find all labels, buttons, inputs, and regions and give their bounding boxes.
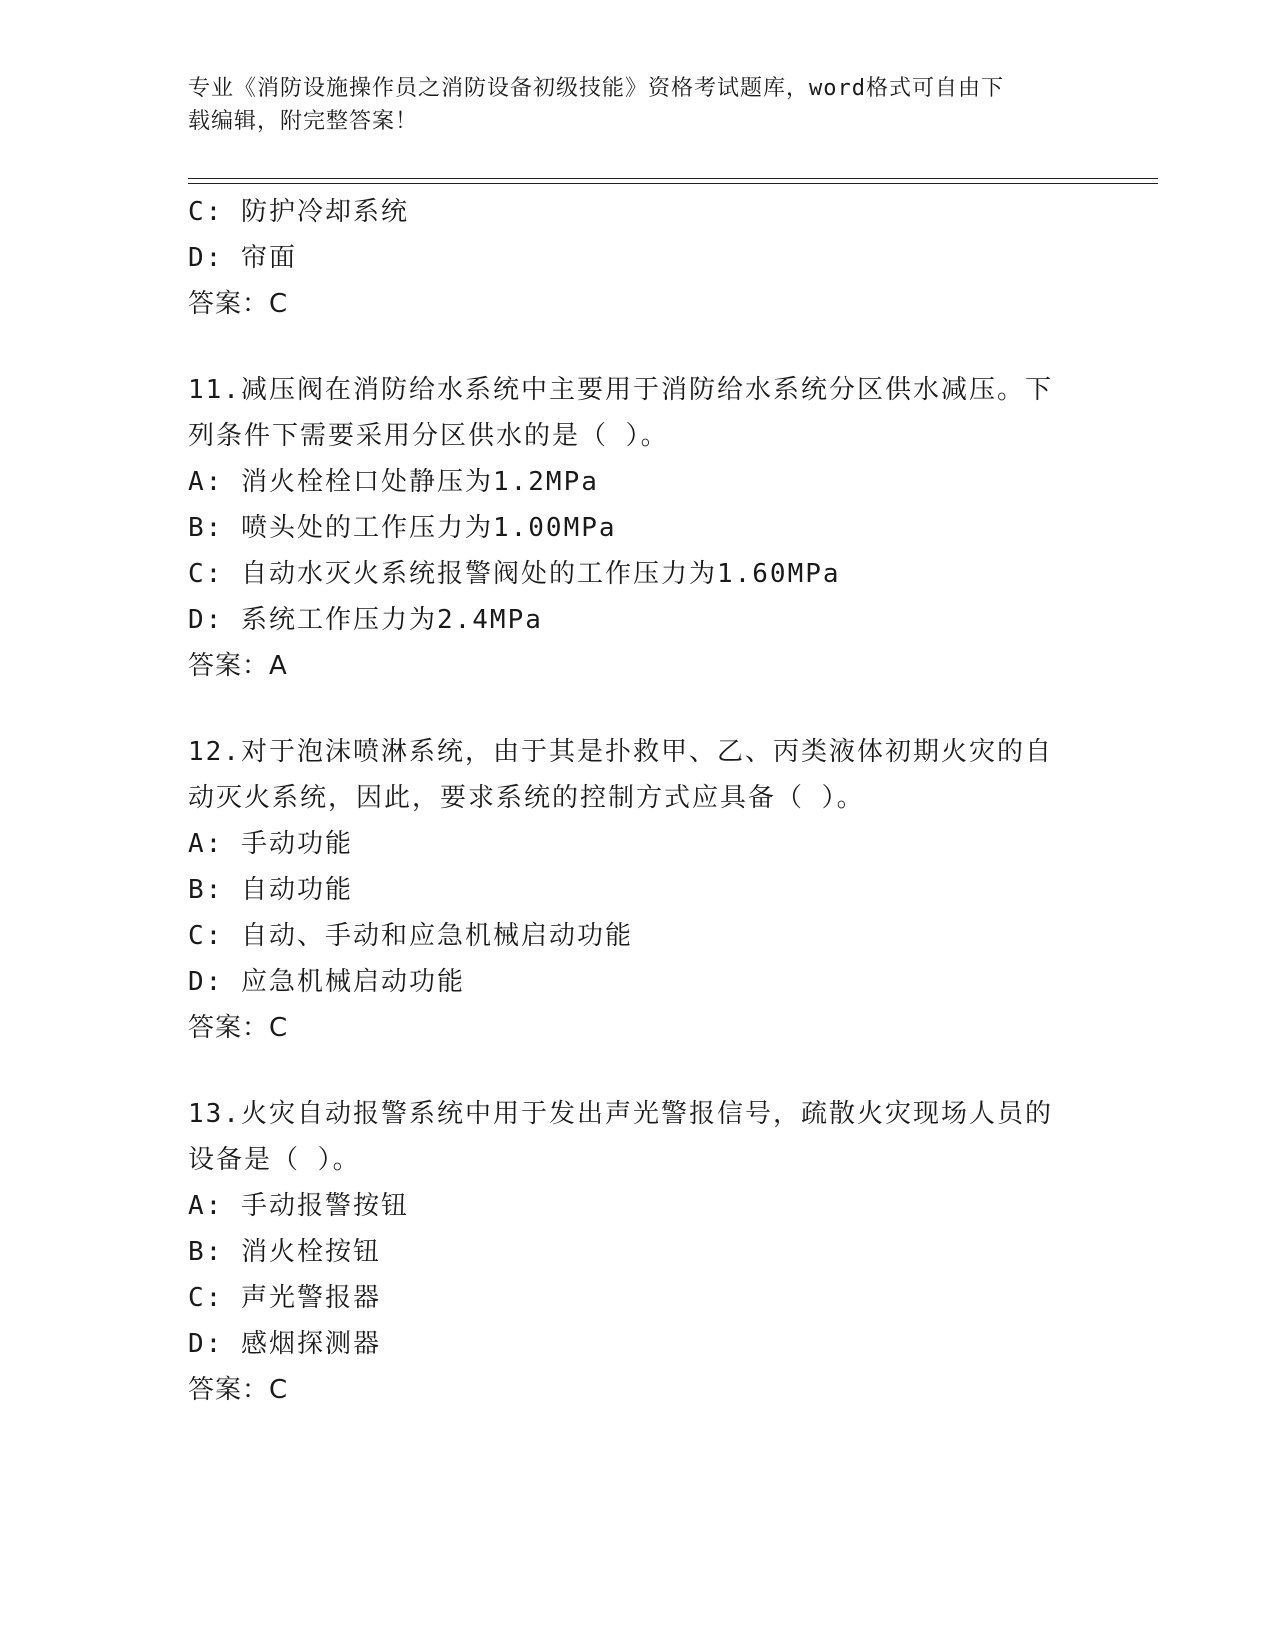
option-b: B: 消火栓按钮 (188, 1237, 381, 1267)
option-c: C: 声光警报器 (188, 1283, 381, 1313)
answer-line: 答案：C (188, 1375, 289, 1405)
question-stem: 12.对于泡沫喷淋系统，由于其是扑救甲、乙、丙类液体初期火灾的自 (188, 737, 1053, 767)
option-c: C: 自动、手动和应急机械启动功能 (188, 921, 633, 951)
answer-line: 答案：C (188, 1013, 289, 1043)
option-b: B: 喷头处的工作压力为1.00MPa (188, 513, 617, 543)
option-d: D: 系统工作压力为2.4MPa (188, 605, 543, 635)
option-a: A: 消火栓栓口处静压为1.2MPa (188, 467, 599, 497)
question-stem-continued: 设备是（ ）。 (188, 1145, 361, 1175)
answer-line: 答案：C (188, 289, 289, 319)
option-c: C: 防护冷却系统 (188, 197, 409, 227)
option-a: A: 手动功能 (188, 829, 353, 859)
answer-line: 答案：A (188, 651, 288, 681)
question-stem: 11.减压阀在消防给水系统中主要用于消防给水系统分区供水减压。下 (188, 375, 1053, 405)
option-d: D: 感烟探测器 (188, 1329, 381, 1359)
header-text-line-2: 载编辑，附完整答案！ (188, 109, 419, 134)
option-c: C: 自动水灭火系统报警阀处的工作压力为1.60MPa (188, 559, 841, 589)
header-divider (188, 178, 1158, 184)
document-header (188, 72, 1088, 138)
question-11 (188, 367, 1088, 689)
option-a: A: 手动报警按钮 (188, 1191, 409, 1221)
question-stem-continued: 动灭火系统，因此，要求系统的控制方式应具备（ ）。 (188, 783, 865, 813)
header-text-line-1: 专业《消防设施操作员之消防设备初级技能》资格考试题库，word格式可自由下 (188, 76, 1004, 101)
question-stem: 13.火灾自动报警系统中用于发出声光警报信号，疏散火灾现场人员的 (188, 1099, 1053, 1129)
question-stem-continued: 列条件下需要采用分区供水的是（ ）。 (188, 421, 669, 451)
question-13 (188, 1091, 1088, 1413)
partial-question (188, 189, 1088, 327)
question-12 (188, 729, 1088, 1051)
question-content (188, 189, 1088, 1413)
option-d: D: 应急机械启动功能 (188, 967, 465, 997)
option-d: D: 帘面 (188, 243, 297, 273)
option-b: B: 自动功能 (188, 875, 353, 905)
